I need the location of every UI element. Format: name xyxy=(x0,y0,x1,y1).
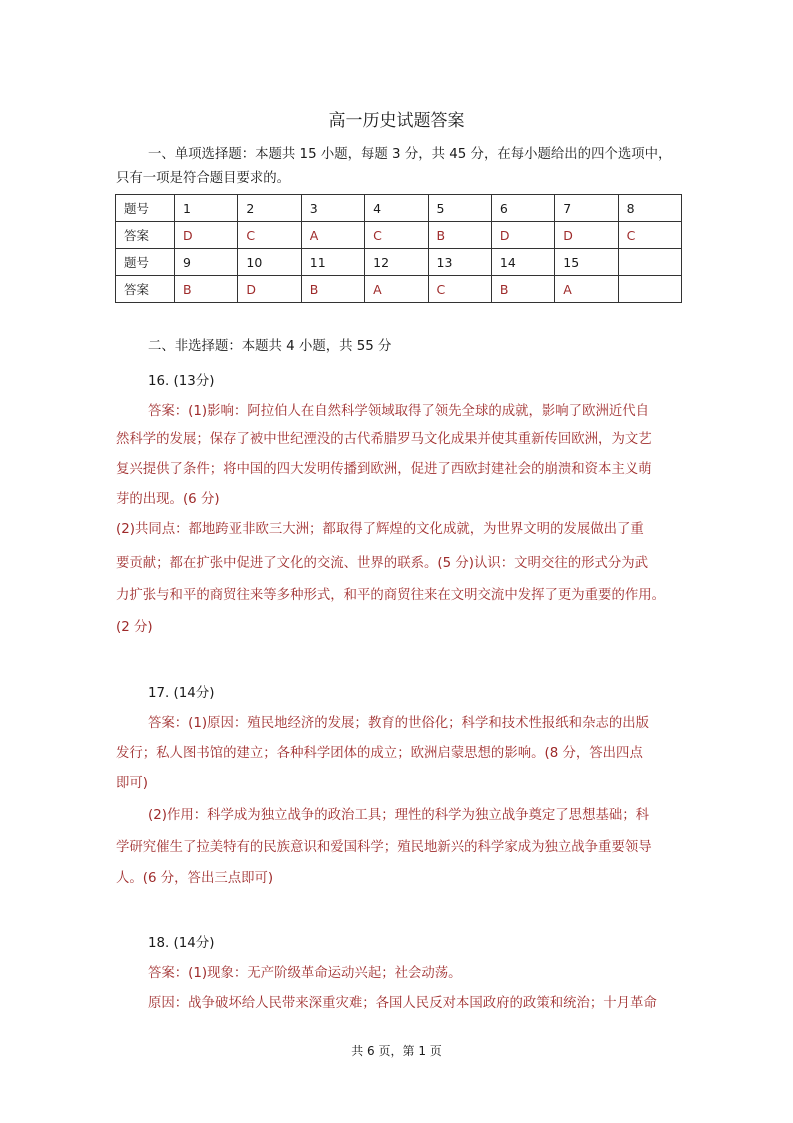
table-cell: D xyxy=(238,276,301,303)
q16-answer-line: 力扩张与和平的商贸往来等多种形式，和平的商贸往来在文明交流中发挥了更为重要的作用。 xyxy=(116,588,666,603)
table-cell: 12 xyxy=(365,249,428,276)
table-cell: A xyxy=(365,276,428,303)
table-cell: A xyxy=(555,276,618,303)
q17-header: 17. (14分) xyxy=(148,686,215,701)
table-cell: D xyxy=(555,222,618,249)
q18-answer-line: 答案：(1)现象：无产阶级革命运动兴起；社会动荡。 xyxy=(148,966,462,981)
table-row xyxy=(116,249,682,276)
table-cell: 3 xyxy=(301,195,364,222)
table-cell: 14 xyxy=(491,249,554,276)
table-cell xyxy=(618,276,681,303)
table-cell: 11 xyxy=(301,249,364,276)
page-footer: 共 6 页，第 1 页 xyxy=(351,1044,442,1058)
q16-answer-line: (2 分) xyxy=(116,620,153,635)
table-cell: 答案 xyxy=(116,276,175,303)
table-cell xyxy=(618,249,681,276)
q16-answer-line: 然科学的发展；保存了被中世纪湮没的古代希腊罗马文化成果并使其重新传回欧洲，为文艺 xyxy=(116,432,652,447)
table-cell: A xyxy=(301,222,364,249)
section1-intro-line2: 只有一项是符合题目要求的。 xyxy=(116,171,291,186)
table-cell: 9 xyxy=(175,249,238,276)
q17-answer-line: 答案：(1)原因：殖民地经济的发展；教育的世俗化；科学和技术性报纸和杂志的出版 xyxy=(148,716,650,731)
table-cell: B xyxy=(491,276,554,303)
section1-intro-line1: 一、单项选择题：本题共 15 小题，每题 3 分，共 45 分，在每小题给出的四个选项中， xyxy=(148,147,672,162)
table-cell: D xyxy=(491,222,554,249)
table-row xyxy=(116,276,682,303)
table-cell: 7 xyxy=(555,195,618,222)
table-cell: C xyxy=(428,276,491,303)
q16-header: 16. (13分) xyxy=(148,374,215,389)
table-cell: 5 xyxy=(428,195,491,222)
q16-answer-line: (2)共同点：都地跨亚非欧三大洲；都取得了辉煌的文化成就，为世界文明的发展做出了重 xyxy=(116,522,644,537)
table-cell: 15 xyxy=(555,249,618,276)
table-cell: D xyxy=(175,222,238,249)
q17-answer-line: 即可) xyxy=(116,776,149,791)
table-cell: 1 xyxy=(175,195,238,222)
q16-answer-line: 答案：(1)影响：阿拉伯人在自然科学领域取得了领先全球的成就，影响了欧洲近代自 xyxy=(148,404,650,419)
q16-answer-line: 要贡献；都在扩张中促进了文化的交流、世界的联系。(5 分)认识：文明交往的形式分为武 xyxy=(116,556,649,571)
q18-header: 18. (14分) xyxy=(148,936,215,951)
table-cell: 10 xyxy=(238,249,301,276)
table-cell: B xyxy=(301,276,364,303)
q16-answer-line: 复兴提供了条件；将中国的四大发明传播到欧洲，促进了西欧封建社会的崩溃和资本主义萌 xyxy=(116,462,652,477)
table-cell: 8 xyxy=(618,195,681,222)
table-cell: B xyxy=(175,276,238,303)
table-cell: 答案 xyxy=(116,222,175,249)
q17-answer-line: 发行；私人图书馆的建立；各种科学团体的成立；欧洲启蒙思想的影响。(8 分，答出四点 xyxy=(116,746,643,761)
q17-answer-line: 学研究催生了拉美特有的民族意识和爱国科学；殖民地新兴的科学家成为独立战争重要领导 xyxy=(116,840,652,855)
q18-answer-line: 原因：战争破坏给人民带来深重灾难；各国人民反对本国政府的政策和统治；十月革命 xyxy=(148,996,657,1011)
table-row xyxy=(116,195,682,222)
page-title: 高一历史试题答案 xyxy=(328,111,465,131)
answer-table xyxy=(115,194,682,303)
table-cell: 题号 xyxy=(116,195,175,222)
table-cell: 题号 xyxy=(116,249,175,276)
table-cell: C xyxy=(238,222,301,249)
q17-answer-line: (2)作用：科学成为独立战争的政治工具；理性的科学为独立战争奠定了思想基础；科 xyxy=(148,808,650,823)
table-cell: C xyxy=(365,222,428,249)
table-cell: 2 xyxy=(238,195,301,222)
table-cell: 6 xyxy=(491,195,554,222)
table-cell: C xyxy=(618,222,681,249)
table-cell: B xyxy=(428,222,491,249)
table-cell: 13 xyxy=(428,249,491,276)
section2-heading: 二、非选择题：本题共 4 小题，共 55 分 xyxy=(148,339,392,354)
q16-answer-line: 芽的出现。(6 分) xyxy=(116,492,220,507)
q17-answer-line: 人。(6 分，答出三点即可) xyxy=(116,871,274,886)
table-row xyxy=(116,222,682,249)
table-cell: 4 xyxy=(365,195,428,222)
